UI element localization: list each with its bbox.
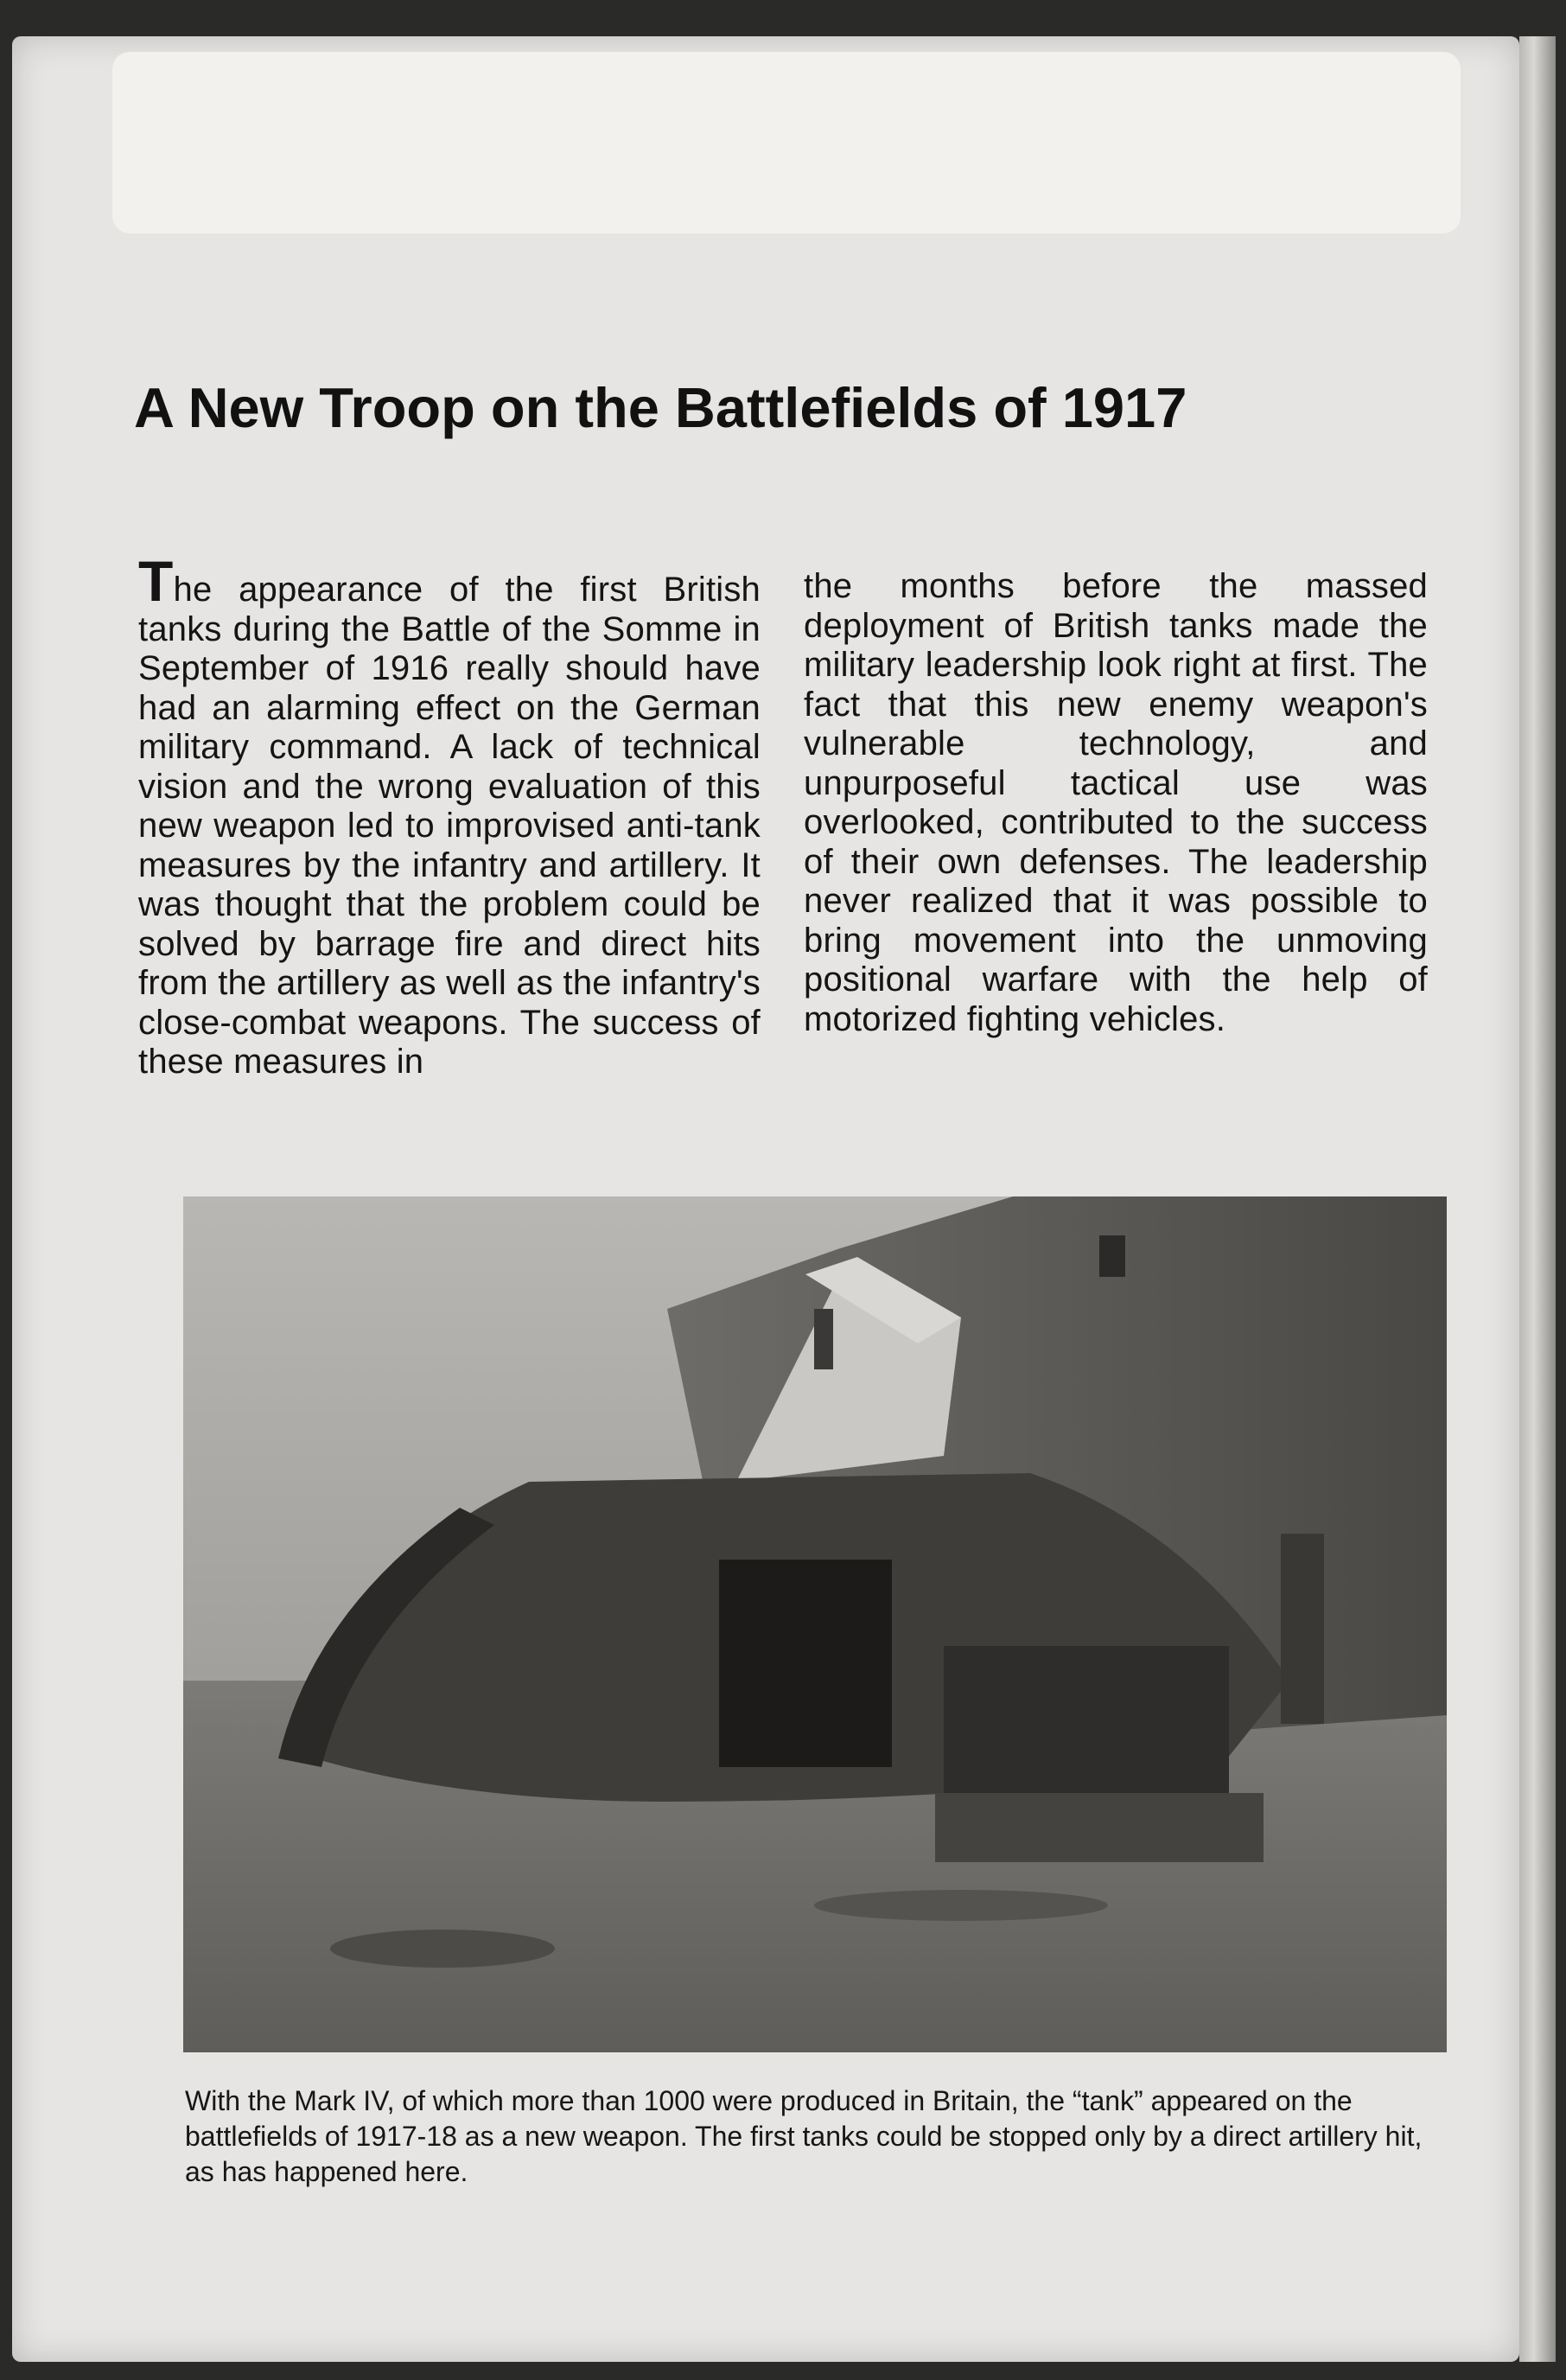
window-opening — [1099, 1235, 1125, 1277]
figure-caption: With the Mark IV, of which more than 1000 were produced in Britain, the “tank” appeared on the battlefields of 1917-18 as a new weapon. The first tanks could be stopped only by a direct artillery hit, as has happened here. — [185, 2085, 1423, 2187]
body-column-right: the months before the massed deployment of British tanks made the military leadership look right at first. The fact that this new enemy weapon's vulnerable technology, and unpurposeful tactical use was overlooked, contributed to the success of their own defenses. The leadership never realized that it was possible to bring movement into the unmoving positional warfare with the help of motorized fighting vehicles. — [804, 567, 1428, 1038]
body-column-left-text: he appearance of the first British tanks during the Battle of the Somme in September of 1916 really should have had an alarming effect on the German military command. A lack of technical vision and the wrong evaluation of this new weapon led to improvised anti-tank measures by the infantry and artillery. It was thought that the problem could be solved by barrage fire and direct hits from the artillery as well as the infantry's close-combat weapons. The success of these measures in — [138, 571, 761, 1081]
engine-wreckage — [944, 1646, 1229, 1793]
soldier-figure — [1281, 1534, 1324, 1724]
body-column-left — [138, 549, 761, 1082]
breach-opening — [719, 1560, 892, 1767]
ground-debris — [814, 1890, 1108, 1921]
tank-photograph — [183, 1196, 1447, 2052]
wrecked-tank-illustration — [183, 1196, 1447, 2052]
debris — [935, 1793, 1264, 1862]
drop-cap: T — [138, 549, 174, 613]
top-margin-band — [112, 52, 1461, 233]
article-title: A New Troop on the Battlefields of 1917 — [134, 376, 1187, 439]
page-edge — [1519, 36, 1556, 2362]
ground-debris — [330, 1930, 555, 1968]
window-opening — [814, 1309, 833, 1369]
